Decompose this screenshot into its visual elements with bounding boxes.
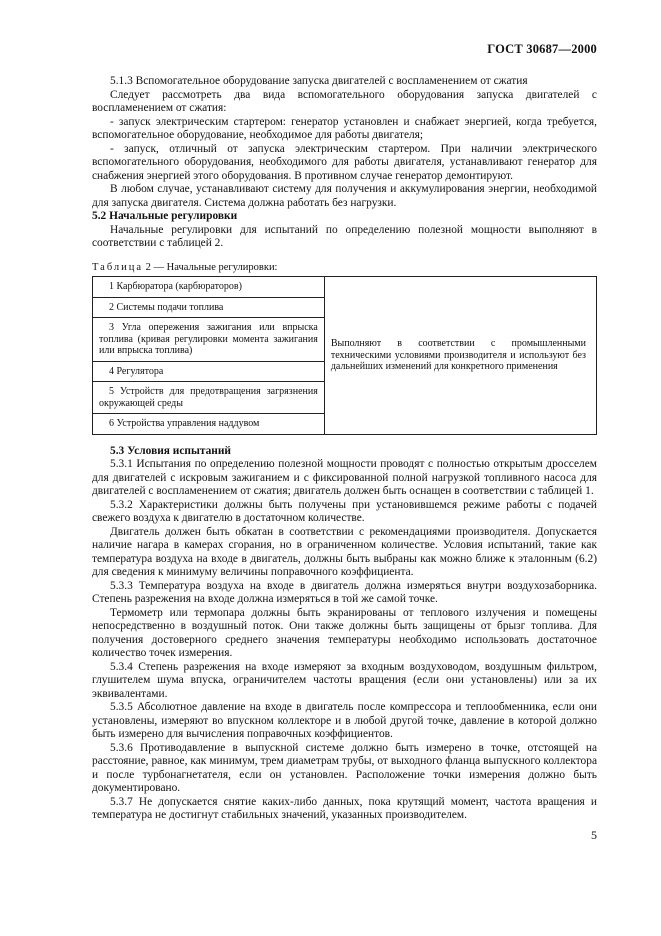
table-cell: 4 Регулятора: [93, 361, 325, 382]
paragraph: Начальные регулировки для испытаний по определению полезной мощности выполняют в соответствии с таблицей 2.: [92, 223, 597, 249]
paragraph: 5.3.5 Абсолютное давление на входе в двигатель после компрессора и теплообменника, если они установлены, измеряют во впускном коллекторе и в любой другой точке, давление в которой должно быть измерено для вычисления поправочных коэффициентов.: [92, 701, 597, 740]
document-id-header: ГОСТ 30687—2000: [487, 42, 597, 56]
paragraph: - запуск, отличный от запуска электрическим стартером. При наличии электрического вспомогательного оборудования, необходимого для работы двигателя, устанавливают генератор для снабжения энергией этого оборудования. В противном случае генератор демонтируют.: [92, 142, 597, 182]
section-5-1-3-title: 5.1.3 Вспомогательное оборудование запуска двигателей с воспламенением от сжатия: [110, 75, 528, 87]
table-2: [92, 276, 597, 435]
paragraph: 5.3.4 Степень разрежения на входе измеряют за входным воздуховодом, воздушным фильтром, глушителем шума впуска, ограничителем частоты вращения (если они установлены) или за их эквивалентами.: [92, 660, 597, 700]
section-5-3-title: 5.3 Условия испытаний: [110, 444, 231, 457]
section-5-2-title: 5.2 Начальные регулировки: [92, 210, 238, 222]
table-cell: 6 Устройства управления наддувом: [93, 414, 325, 435]
paragraph: В любом случае, устанавливают систему для получения и аккумулирования энергии, необходимой для запуска двигателя. Система должна работать без нагрузки.: [92, 183, 597, 209]
paragraph: 5.3.1 Испытания по определению полезной мощности проводят с полностью открытым дросселем для двигателей с искровым зажиганием и с фиксированной полной нагрузкой топливного насоса для двигателей с воспламенением от сжатия; двигатель должен быть оснащен в соответствии с таблицей 1.: [92, 458, 597, 497]
page-number: 5: [591, 828, 597, 842]
paragraph: Термометр или термопара должны быть экранированы от теплового излучения и помещены непосредственно в воздушный поток. Они также должны быть защищены от брызг топлива. Для получения достоверного среднего значения температуры необходимо использовать достаточное количество точек измерения.: [92, 606, 597, 659]
paragraph: 5.3.2 Характеристики должны быть получены при установившемся режиме работы с подачей свежего воздуха к двигателю в достаточном количестве.: [92, 498, 597, 524]
table-cell: 3 Угла опережения зажигания или впрыска топлива (кривая регулировки момента зажигания или впрыска топлива): [93, 318, 325, 362]
table-cell: 1 Карбюратора (карбюраторов): [93, 277, 325, 298]
paragraph: - запуск электрическим стартером: генератор установлен и снабжает энергией, когда требуется, вспомогательное оборудование, необходимое для работы двигателя;: [92, 115, 597, 141]
table-row: [93, 277, 597, 298]
document-body: [92, 75, 597, 823]
table-2-caption: [92, 261, 597, 275]
paragraph: Двигатель должен быть обкатан в соответствии с рекомендациями производителя. Допускается наличие нагара в камерах сгорания, но в ограниченном количестве. Условия испытаний, такие как температура воздуха на входе в двигатель, должны быть выбраны как можно ближе к эталонным (6.2) для сведения к минимуму величины поправочного коэффициента.: [92, 525, 597, 578]
table-caption-prefix: Таблица: [92, 261, 144, 273]
table-cell: 5 Устройств для предотвращения загрязнения окружающей среды: [93, 382, 325, 414]
paragraph: 5.3.3 Температура воздуха на входе в двигатель должна измеряться внутри воздухозаборника. Степень разрежения на входе должна измеряться в той же самой точке.: [92, 579, 597, 605]
table-cell: 2 Системы подачи топлива: [93, 297, 325, 318]
paragraph: Следует рассмотреть два вида вспомогательного оборудования запуска двигателей с воспламенением от сжатия:: [92, 88, 597, 114]
paragraph: 5.3.7 Не допускается снятие каких-либо данных, пока крутящий момент, частота вращения и температура не достигнут стабильных значений, указанных производителем.: [92, 795, 597, 821]
paragraph: 5.3.6 Противодавление в выпускной системе должно быть измерено в точке, отстоящей на расстояние, равное, как минимум, трем диаметрам трубы, от выходного фланца выпускного коллектора и после турбонагнетателя, если он установлен. Расположение точки измерения должно быть документировано.: [92, 741, 597, 794]
table-merged-cell: Выполняют в соответствии с промышленными техническими условиями производителя и используют без дальнейших изменений для конкретного применения: [324, 277, 596, 435]
table-caption-text: 2 — Начальные регулировки:: [145, 261, 278, 273]
